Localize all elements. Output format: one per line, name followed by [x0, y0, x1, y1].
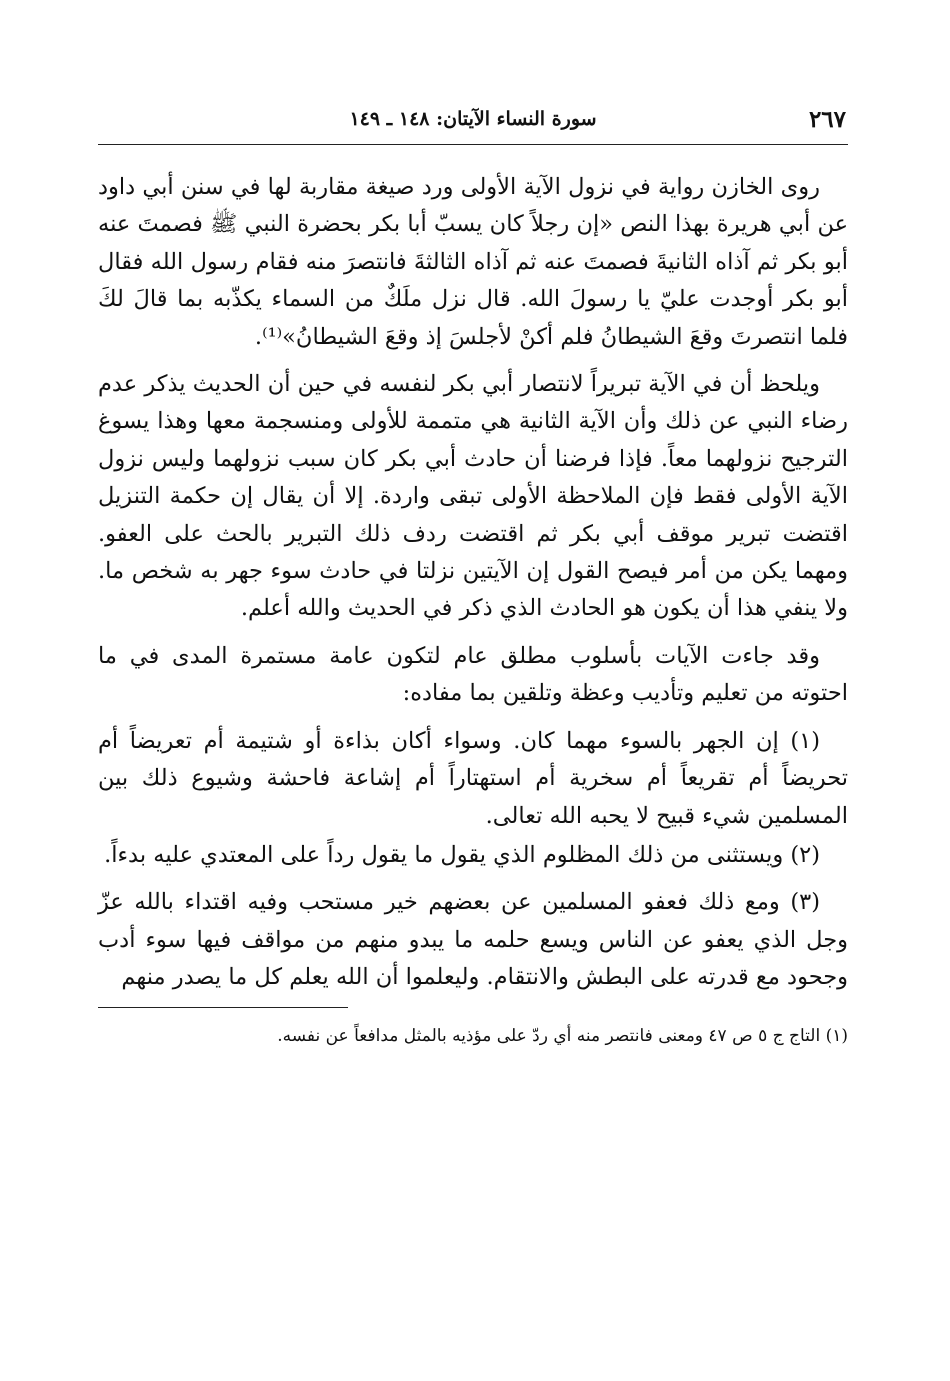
page-number: ٢٦٧	[808, 106, 846, 133]
paragraph-khazen-narration: روى الخازن رواية في نزول الآية الأولى ورد صيغة مقاربة لها في سنن أبي داود عن أبي هريرة بهذا النص «إن رجلاً كان يسبّ أبا بكر بحضرة النبي ﷺ فصمتَ عنه أبو بكر ثم آذاه الثانيةَ فصمتَ عنه ثم آذاه الثالثةَ فانتصرَ منه فقام رسول الله فقال أبو بكر أوجدت عليّ يا رسولَ الله. قال نزل ملَكٌ من السماء يكذّبه بما قالَ لكَ فلما انتصرتَ وقعَ الشيطانُ فلم أكنْ لأجلسَ إذ وقعَ الشيطانُ»⁽¹⁾.	[98, 174, 848, 350]
paragraph-general-style: وقد جاءت الآيات بأسلوب مطلق عام لتكون عامة مستمرة المدى في ما احتوته من تعليم وتأديب وعظة وتلقين بما مفاده:	[98, 642, 848, 707]
paragraph-point-1: (١) إن الجهر بالسوء مهما كان. وسواء أكان بذاءة أو شتيمة أم تعريضاً أم تحريضاً أم تقريعاً أم سخرية أم استهتاراً أم إشاعة فاحشة وشيوع ذلك بين المسلمين شيء قبيح لا يحبه الله تعالى.	[98, 727, 848, 829]
chapter-title: سورة النساء الآيتان: ١٤٨ ـ ١٤٩	[349, 108, 597, 130]
footnote-divider	[98, 1007, 348, 1008]
footnote: (١) التاج ج ٥ ص ٤٧ ومعنى فانتصر منه أي ردّ على مؤذيه بالمثل مدافعاً عن نفسه.	[277, 1025, 848, 1046]
book-page	[98, 100, 848, 1050]
paragraph-point-3: (٣) ومع ذلك فعفو المسلمين عن بعضهم خير مستحب وفيه اقتداء بالله عزّ وجل الذي يعفو عن الناس ويسع حلمه ما يبدو منهم من مواقف فيها سوء أدب وجحود مع قدرته على البطش والانتقام. وليعلموا أن الله يعلم كل ما يصدر منهم	[98, 889, 848, 991]
running-header	[98, 100, 848, 145]
paragraph-point-2: (٢) ويستثنى من ذلك المظلوم الذي يقول ما يقول رداً على المعتدي عليه بدءاً.	[104, 841, 820, 868]
paragraph-commentary: ويلحظ أن في الآية تبريراً لانتصار أبي بكر لنفسه في حين أن الحديث يذكر عدم رضاء النبي عن ذلك وأن الآية الثانية هي متممة للأولى ومنسجمة معها وهذا يسوغ الترجيح نزولهما معاً. فإذا فرضنا أن حادث أبي بكر كان سبب نزولهما وليس نزول الآية الأولى فقط فإن الملاحظة الأولى تبقى واردة. إلا أن يقال إن حكمة التنزيل اقتضت تبرير موقف أبي بكر ثم اقتضت ردف ذلك التبرير بالحث على العفو. ومهما يكن من أمر فيصح القول إن الآيتين نزلتا في حادث سوء جهر به شخص ما. ولا ينفي هذا أن يكون هو الحادث الذي ذكر في الحديث والله أعلم.	[98, 371, 848, 622]
page-body	[98, 169, 848, 997]
